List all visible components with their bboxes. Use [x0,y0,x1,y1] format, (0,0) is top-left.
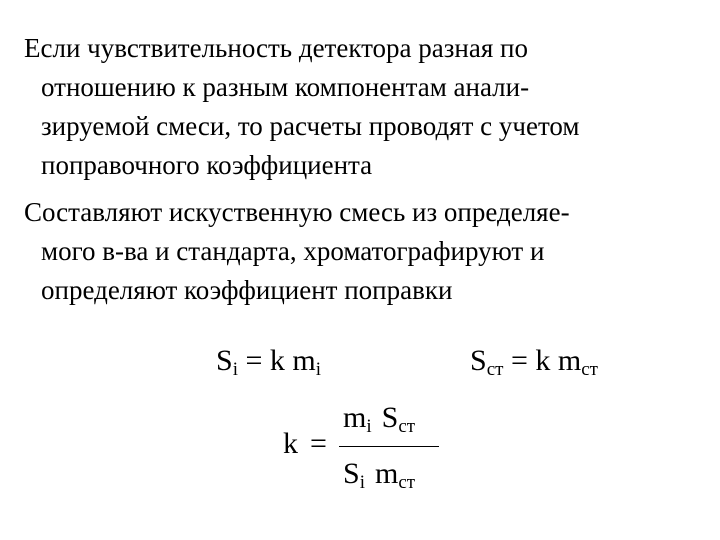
formula-subscript: ст [486,359,504,380]
formula-subscript: ст [398,472,416,493]
formula-body: = k m [503,344,582,377]
paragraph-line: определяют коэффициент поправки [41,275,453,305]
formula-subscript: i [232,359,238,380]
paragraph-line: зируемой смеси, то расчеты проводят с учетом [41,111,580,141]
formula-subscript: ст [581,359,598,380]
formula-subscript: i [315,359,322,380]
paragraph-line: мого в-ва и стандарта, хроматографируют и [41,236,545,266]
formula-sample-signal [216,344,321,387]
formula-symbol: S [343,457,360,490]
fraction-bar [339,446,439,447]
paragraph-line: Составляют искуственную смесь из определяе- [24,197,570,227]
paragraph-correction-factor [24,29,704,185]
formula-symbol: S [381,401,399,434]
formula-symbol: m [374,457,399,490]
paragraph-artificial-mixture [24,193,704,310]
formula-symbol: S [216,344,233,377]
formula-subscript: i [359,472,365,493]
formula-subscript: ст [398,416,416,437]
formula-subscript: i [366,416,372,437]
formula-symbol: S [470,344,487,377]
fraction-denominator [343,457,415,500]
paragraph-line: отношению к разным компонентам анали- [41,72,530,102]
fraction-numerator [343,401,415,444]
formula-standard-signal [470,344,598,387]
formula-k-lhs [283,427,327,461]
paragraph-line: Если чувствительность детектора разная по [24,33,528,63]
formula-body: = k m [237,344,316,377]
formula-symbol: k [283,427,298,460]
paragraph-line: поправочного коэффициента [41,150,373,180]
equals-sign: = [310,427,327,460]
formula-symbol: m [343,401,367,434]
